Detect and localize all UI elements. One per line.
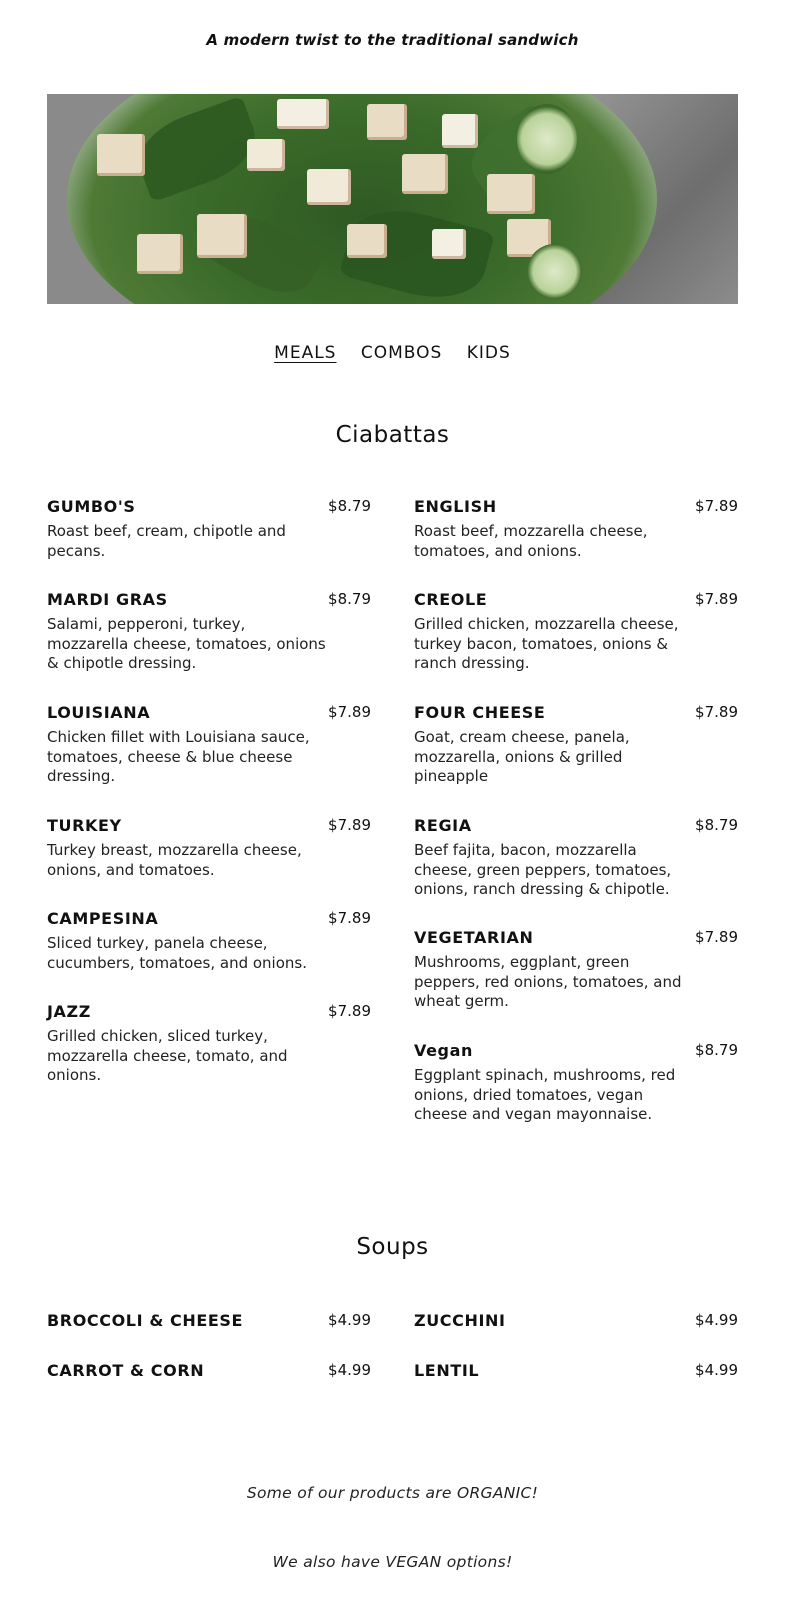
item-description: Grilled chicken, mozzarella cheese, turkey bacon, tomatoes, onions & ranch dressing. [414, 615, 679, 672]
vegan-note: We also have VEGAN options! [272, 1553, 513, 1571]
item-price: $7.89 [695, 497, 738, 515]
item-name: REGIA [414, 816, 472, 835]
item-price: $7.89 [328, 1002, 371, 1020]
item-description: Chicken fillet with Louisiana sauce, tomatoes, cheese & blue cheese dressing. [47, 728, 310, 785]
tab-kids[interactable]: KIDS [466, 343, 511, 363]
item-price: $7.89 [328, 703, 371, 721]
item-name: GUMBO'S [47, 497, 136, 516]
item-price: $8.79 [328, 497, 371, 515]
item-price: $7.89 [328, 816, 371, 834]
tagline: A modern twist to the traditional sandwich [206, 31, 579, 49]
tab-meals[interactable]: MEALS [274, 343, 337, 363]
item-name: ZUCCHINI [414, 1311, 506, 1330]
item-price: $4.99 [328, 1361, 371, 1379]
item-name: Vegan [414, 1041, 473, 1060]
item-name: JAZZ [47, 1002, 91, 1021]
item-name: LOUISIANA [47, 703, 151, 722]
item-description: Goat, cream cheese, panela, mozzarella, onions & grilled pineapple [414, 728, 630, 785]
item-price: $8.79 [695, 1041, 738, 1059]
section-title-soups: Soups [356, 1234, 429, 1260]
item-price: $8.79 [328, 590, 371, 608]
tab-combos[interactable]: COMBOS [360, 343, 443, 363]
item-description: Mushrooms, eggplant, green peppers, red onions, tomatoes, and wheat germ. [414, 953, 682, 1010]
item-name: ENGLISH [414, 497, 497, 516]
item-description: Roast beef, cream, chipotle and pecans. [47, 522, 286, 560]
item-price: $4.99 [695, 1361, 738, 1379]
item-name: TURKEY [47, 816, 122, 835]
item-name: LENTIL [414, 1361, 480, 1380]
item-price: $8.79 [695, 816, 738, 834]
item-description: Beef fajita, bacon, mozzarella cheese, green peppers, tomatoes, onions, ranch dressing & chipotle. [414, 841, 672, 898]
item-name: CARROT & CORN [47, 1361, 205, 1380]
item-price: $4.99 [328, 1311, 371, 1329]
item-description: Sliced turkey, panela cheese, cucumbers, tomatoes, and onions. [47, 934, 307, 972]
item-price: $7.89 [328, 909, 371, 927]
item-price: $4.99 [695, 1311, 738, 1329]
item-price: $7.89 [695, 928, 738, 946]
item-price: $7.89 [695, 590, 738, 608]
section-title-ciabattas: Ciabattas [335, 422, 450, 448]
menu-tabs [0, 343, 785, 363]
item-name: VEGETARIAN [414, 928, 534, 947]
item-name: CREOLE [414, 590, 488, 609]
item-description: Grilled chicken, sliced turkey, mozzarella cheese, tomato, and onions. [47, 1027, 288, 1084]
item-name: CAMPESINA [47, 909, 159, 928]
item-name: FOUR CHEESE [414, 703, 546, 722]
item-name: MARDI GRAS [47, 590, 168, 609]
hero-salad-image [47, 94, 738, 304]
item-description: Turkey breast, mozzarella cheese, onions, and tomatoes. [47, 841, 302, 879]
organic-note: Some of our products are ORGANIC! [246, 1484, 539, 1502]
item-name: BROCCOLI & CHEESE [47, 1311, 244, 1330]
item-description: Eggplant spinach, mushrooms, red onions, dried tomatoes, vegan cheese and vegan mayonnaise. [414, 1066, 676, 1123]
item-price: $7.89 [695, 703, 738, 721]
item-description: Salami, pepperoni, turkey, mozzarella cheese, tomatoes, onions & chipotle dressing. [47, 615, 326, 672]
item-description: Roast beef, mozzarella cheese, tomatoes, and onions. [414, 522, 648, 560]
